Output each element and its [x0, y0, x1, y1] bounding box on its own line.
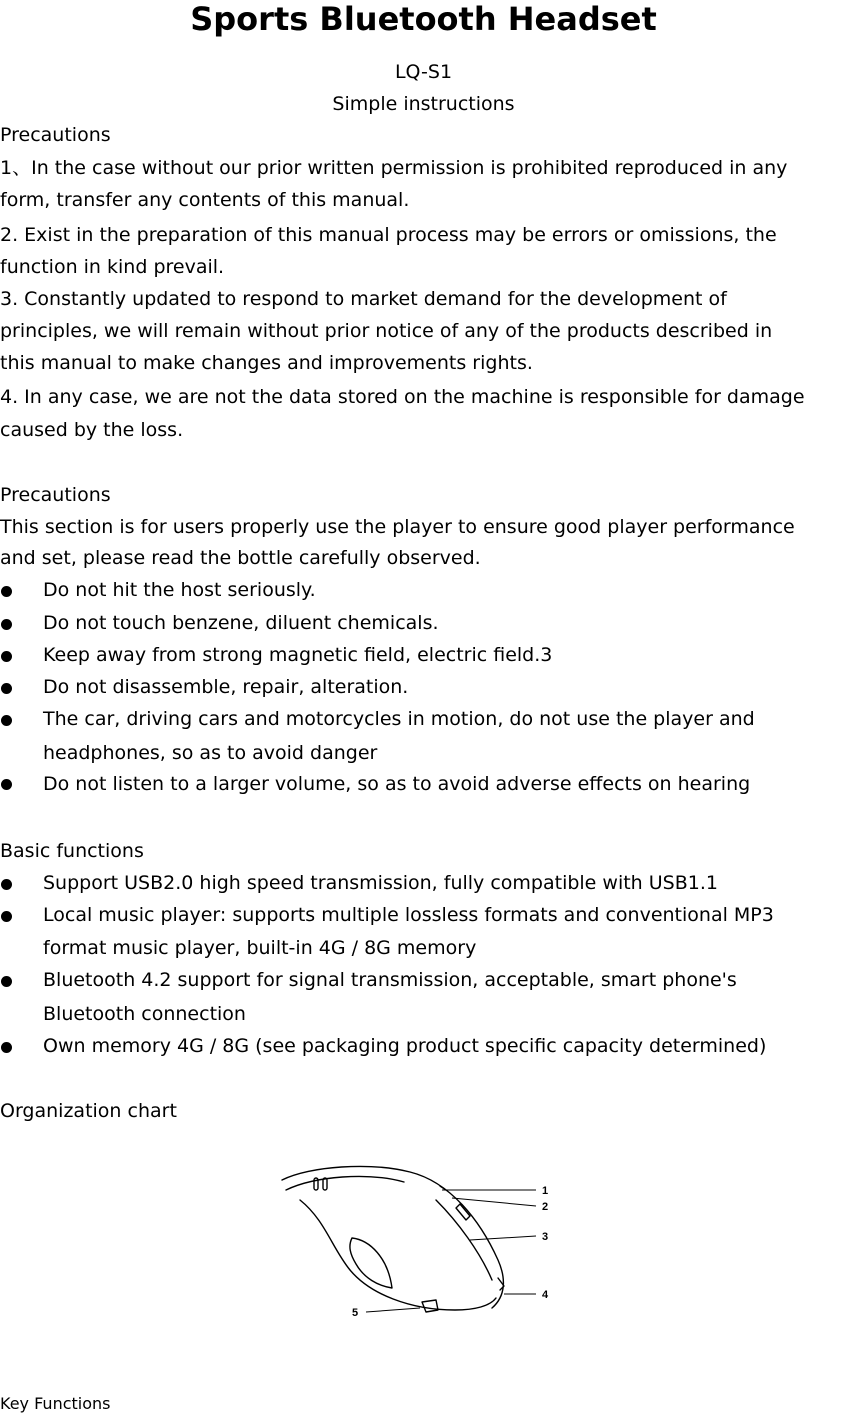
precaution-line: 1、In the case without our prior written permission is prohibited reproduced in any [0, 157, 788, 179]
precaution-line: function in kind prevail. [0, 256, 225, 278]
list-item: Bluetooth 4.2 support for signal transmission, acceptable, smart phone's [43, 969, 737, 991]
section-intro-line: This section is for users properly use the player to ensure good player performance [0, 516, 795, 538]
bullet-icon [1, 911, 12, 922]
callout-number: 1 [542, 1185, 549, 1197]
list-item-continuation: headphones, so as to avoid danger [43, 742, 378, 764]
bullet-icon [1, 879, 12, 890]
section-intro-line: and set, please read the bottle carefully observed. [0, 547, 481, 569]
model-number: LQ-S1 [394, 61, 453, 83]
precaution-line: 4. In any case, we are not the data stored on the machine is responsible for damage [0, 386, 805, 408]
bullet-icon [1, 715, 12, 726]
section-heading-basic-functions: Basic functions [0, 840, 144, 862]
list-item-continuation: format music player, built-in 4G / 8G memory [43, 937, 477, 959]
precaution-line: 2. Exist in the preparation of this manual process may be errors or omissions, the [0, 224, 777, 246]
list-item: Keep away from strong magnetic field, electric field.3 [43, 644, 553, 666]
key-functions-heading: Key Functions [0, 1394, 111, 1413]
list-item-continuation: Bluetooth connection [43, 1003, 246, 1025]
callout-number: 4 [542, 1289, 549, 1301]
bullet-icon [1, 976, 12, 987]
bullet-icon [1, 1042, 12, 1053]
list-item: Do not listen to a larger volume, so as to avoid adverse effects on hearing [43, 773, 751, 795]
document-subtitle: Simple instructions [332, 93, 515, 115]
callout-number: 5 [352, 1307, 359, 1319]
bullet-icon [1, 683, 12, 694]
list-item: Own memory 4G / 8G (see packaging product specific capacity determined) [43, 1035, 767, 1057]
callout-number: 2 [542, 1201, 549, 1213]
section-heading-organization-chart: Organization chart [0, 1100, 177, 1122]
bullet-icon [1, 779, 12, 790]
list-item: Do not touch benzene, diluent chemicals. [43, 612, 439, 634]
document-title: Sports Bluetooth Headset [190, 0, 657, 38]
precaution-line: caused by the loss. [0, 419, 184, 441]
bullet-icon [1, 651, 12, 662]
headset-diagram [270, 1160, 560, 1320]
list-item: Local music player: supports multiple lossless formats and conventional MP3 [43, 904, 774, 926]
precaution-line: form, transfer any contents of this manual. [0, 189, 410, 211]
list-item: Support USB2.0 high speed transmission, fully compatible with USB1.1 [43, 872, 718, 894]
bullet-icon [1, 586, 12, 597]
list-item: The car, driving cars and motorcycles in motion, do not use the player and [43, 708, 755, 730]
callout-number: 3 [542, 1231, 549, 1243]
list-item: Do not hit the host seriously. [43, 579, 316, 601]
precaution-line: principles, we will remain without prior notice of any of the products described in [0, 320, 773, 342]
section-heading-precautions: Precautions [0, 124, 111, 146]
list-item: Do not disassemble, repair, alteration. [43, 676, 409, 698]
bullet-icon [1, 619, 12, 630]
precaution-line: 3. Constantly updated to respond to market demand for the development of [0, 288, 727, 310]
precaution-line: this manual to make changes and improvements rights. [0, 352, 533, 374]
section-heading-precautions-usage: Precautions [0, 484, 111, 506]
